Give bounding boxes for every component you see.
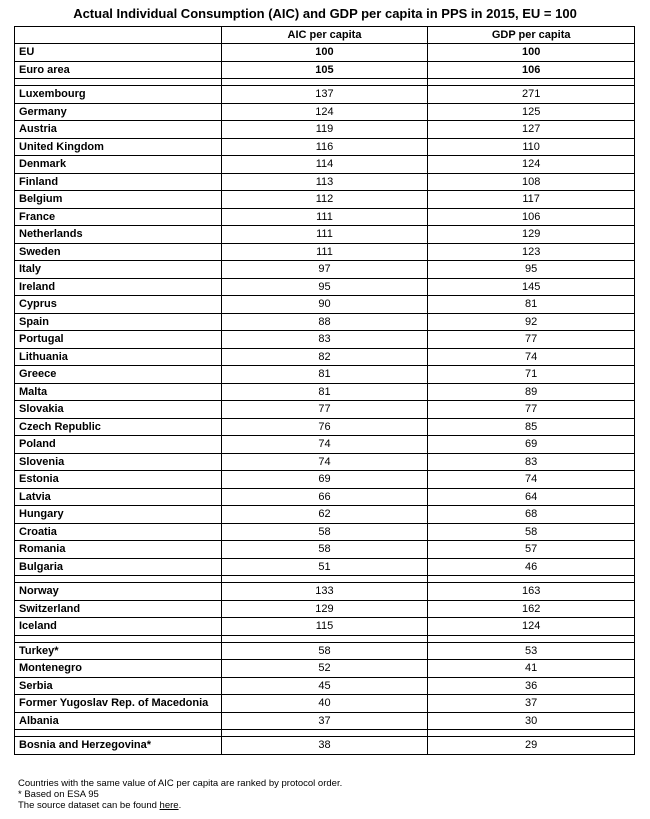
gdp-cell: 69 xyxy=(428,436,635,454)
aic-cell: 74 xyxy=(221,436,428,454)
aic-cell: 116 xyxy=(221,138,428,156)
gdp-cell: 57 xyxy=(428,541,635,559)
table-row xyxy=(15,121,635,139)
aic-cell: 115 xyxy=(221,618,428,636)
aic-cell: 133 xyxy=(221,583,428,601)
country-cell: France xyxy=(15,208,222,226)
gdp-cell: 68 xyxy=(428,506,635,524)
country-cell: Turkey* xyxy=(15,642,222,660)
table-row xyxy=(15,712,635,730)
gdp-cell: 117 xyxy=(428,191,635,209)
group-separator xyxy=(15,79,635,86)
aic-cell: 111 xyxy=(221,243,428,261)
country-cell: Malta xyxy=(15,383,222,401)
gdp-cell: 123 xyxy=(428,243,635,261)
aic-cell: 105 xyxy=(221,61,428,79)
separator-cell xyxy=(221,730,428,737)
aic-cell: 66 xyxy=(221,488,428,506)
aic-cell: 113 xyxy=(221,173,428,191)
table-row xyxy=(15,583,635,601)
table-row xyxy=(15,243,635,261)
gdp-cell: 127 xyxy=(428,121,635,139)
table-row xyxy=(15,600,635,618)
country-cell: Finland xyxy=(15,173,222,191)
country-cell: Switzerland xyxy=(15,600,222,618)
gdp-cell: 37 xyxy=(428,695,635,713)
country-cell: Latvia xyxy=(15,488,222,506)
country-cell: Bulgaria xyxy=(15,558,222,576)
table-row xyxy=(15,44,635,62)
table-row xyxy=(15,383,635,401)
separator-cell xyxy=(15,730,222,737)
note-ranking: Countries with the same value of AIC per capita are ranked by protocol order. xyxy=(18,778,343,789)
data-table xyxy=(14,26,635,755)
country-cell: United Kingdom xyxy=(15,138,222,156)
country-cell: Germany xyxy=(15,103,222,121)
gdp-cell: 125 xyxy=(428,103,635,121)
country-cell: Poland xyxy=(15,436,222,454)
country-cell: Montenegro xyxy=(15,660,222,678)
aic-cell: 100 xyxy=(221,44,428,62)
aic-cell: 112 xyxy=(221,191,428,209)
aic-cell: 37 xyxy=(221,712,428,730)
aic-cell: 74 xyxy=(221,453,428,471)
aic-cell: 40 xyxy=(221,695,428,713)
gdp-cell: 106 xyxy=(428,61,635,79)
group-separator xyxy=(15,635,635,642)
note-source-end: . xyxy=(178,800,182,811)
country-cell: Hungary xyxy=(15,506,222,524)
country-cell: Serbia xyxy=(15,677,222,695)
gdp-cell: 271 xyxy=(428,86,635,104)
gdp-cell: 89 xyxy=(428,383,635,401)
aic-cell: 81 xyxy=(221,366,428,384)
separator-cell xyxy=(15,635,222,642)
table-row xyxy=(15,348,635,366)
table-row xyxy=(15,61,635,79)
table-row xyxy=(15,278,635,296)
group-separator xyxy=(15,730,635,737)
country-cell: Slovenia xyxy=(15,453,222,471)
table-row xyxy=(15,226,635,244)
table-row xyxy=(15,523,635,541)
gdp-cell: 53 xyxy=(428,642,635,660)
table-row xyxy=(15,677,635,695)
table-row xyxy=(15,453,635,471)
gdp-cell: 74 xyxy=(428,471,635,489)
gdp-cell: 92 xyxy=(428,313,635,331)
country-cell: Croatia xyxy=(15,523,222,541)
gdp-cell: 163 xyxy=(428,583,635,601)
aic-cell: 97 xyxy=(221,261,428,279)
table-row xyxy=(15,138,635,156)
table-row xyxy=(15,313,635,331)
source-link[interactable]: here xyxy=(159,800,179,811)
gdp-cell: 108 xyxy=(428,173,635,191)
country-cell: Cyprus xyxy=(15,296,222,314)
aic-cell: 52 xyxy=(221,660,428,678)
header-aic: AIC per capita xyxy=(221,27,428,44)
aic-cell: 58 xyxy=(221,523,428,541)
note-source xyxy=(18,800,342,811)
separator-cell xyxy=(15,576,222,583)
table-row xyxy=(15,173,635,191)
table-row xyxy=(15,737,635,755)
gdp-cell: 162 xyxy=(428,600,635,618)
gdp-cell: 129 xyxy=(428,226,635,244)
table-header-row xyxy=(15,27,635,44)
separator-cell xyxy=(428,635,635,642)
aic-cell: 81 xyxy=(221,383,428,401)
table-body xyxy=(15,44,635,755)
aic-cell: 83 xyxy=(221,331,428,349)
country-cell: Lithuania xyxy=(15,348,222,366)
separator-cell xyxy=(221,576,428,583)
country-cell: Sweden xyxy=(15,243,222,261)
gdp-cell: 71 xyxy=(428,366,635,384)
aic-cell: 111 xyxy=(221,208,428,226)
separator-cell xyxy=(221,79,428,86)
page-title: Actual Individual Consumption (AIC) and GDP per capita in PPS in 2015, EU = 100 xyxy=(73,6,577,21)
aic-cell: 82 xyxy=(221,348,428,366)
gdp-cell: 58 xyxy=(428,523,635,541)
gdp-cell: 100 xyxy=(428,44,635,62)
table-row xyxy=(15,331,635,349)
aic-cell: 129 xyxy=(221,600,428,618)
gdp-cell: 74 xyxy=(428,348,635,366)
separator-cell xyxy=(428,730,635,737)
table-row xyxy=(15,401,635,419)
country-cell: Iceland xyxy=(15,618,222,636)
gdp-cell: 85 xyxy=(428,418,635,436)
separator-cell xyxy=(15,79,222,86)
aic-cell: 95 xyxy=(221,278,428,296)
aic-cell: 45 xyxy=(221,677,428,695)
gdp-cell: 83 xyxy=(428,453,635,471)
table-row xyxy=(15,488,635,506)
separator-cell xyxy=(428,79,635,86)
aic-cell: 38 xyxy=(221,737,428,755)
country-cell: Italy xyxy=(15,261,222,279)
gdp-cell: 124 xyxy=(428,156,635,174)
header-gdp: GDP per capita xyxy=(428,27,635,44)
country-cell: Spain xyxy=(15,313,222,331)
note-source-text: The source dataset can be found xyxy=(18,800,160,811)
aic-cell: 124 xyxy=(221,103,428,121)
aic-cell: 58 xyxy=(221,541,428,559)
gdp-cell: 145 xyxy=(428,278,635,296)
country-cell: Luxembourg xyxy=(15,86,222,104)
country-cell: Slovakia xyxy=(15,401,222,419)
table-row xyxy=(15,366,635,384)
gdp-cell: 110 xyxy=(428,138,635,156)
gdp-cell: 36 xyxy=(428,677,635,695)
note-esa: * Based on ESA 95 xyxy=(18,789,99,800)
aic-cell: 76 xyxy=(221,418,428,436)
country-cell: Ireland xyxy=(15,278,222,296)
country-cell: Belgium xyxy=(15,191,222,209)
group-separator xyxy=(15,576,635,583)
separator-cell xyxy=(221,635,428,642)
country-cell: Austria xyxy=(15,121,222,139)
table-row xyxy=(15,660,635,678)
country-cell: Estonia xyxy=(15,471,222,489)
table-row xyxy=(15,436,635,454)
table-row xyxy=(15,86,635,104)
aic-cell: 90 xyxy=(221,296,428,314)
table-row xyxy=(15,558,635,576)
country-cell: Euro area xyxy=(15,61,222,79)
table-row xyxy=(15,191,635,209)
aic-cell: 88 xyxy=(221,313,428,331)
table-row xyxy=(15,156,635,174)
gdp-cell: 81 xyxy=(428,296,635,314)
aic-cell: 77 xyxy=(221,401,428,419)
aic-cell: 69 xyxy=(221,471,428,489)
gdp-cell: 46 xyxy=(428,558,635,576)
country-cell: EU xyxy=(15,44,222,62)
country-cell: Greece xyxy=(15,366,222,384)
table-row xyxy=(15,618,635,636)
table-row xyxy=(15,506,635,524)
country-cell: Netherlands xyxy=(15,226,222,244)
gdp-cell: 106 xyxy=(428,208,635,226)
gdp-cell: 29 xyxy=(428,737,635,755)
aic-cell: 62 xyxy=(221,506,428,524)
table-row xyxy=(15,642,635,660)
gdp-cell: 77 xyxy=(428,401,635,419)
country-cell: Denmark xyxy=(15,156,222,174)
table-row xyxy=(15,695,635,713)
country-cell: Norway xyxy=(15,583,222,601)
aic-cell: 58 xyxy=(221,642,428,660)
country-cell: Romania xyxy=(15,541,222,559)
country-cell: Czech Republic xyxy=(15,418,222,436)
table-row xyxy=(15,541,635,559)
table-row xyxy=(15,261,635,279)
separator-cell xyxy=(428,576,635,583)
gdp-cell: 64 xyxy=(428,488,635,506)
table-row xyxy=(15,418,635,436)
header-country xyxy=(15,27,222,44)
country-cell: Albania xyxy=(15,712,222,730)
aic-cell: 137 xyxy=(221,86,428,104)
aic-cell: 51 xyxy=(221,558,428,576)
country-cell: Bosnia and Herzegovina* xyxy=(15,737,222,755)
footnotes xyxy=(18,778,342,811)
table-row xyxy=(15,296,635,314)
gdp-cell: 77 xyxy=(428,331,635,349)
table-row xyxy=(15,103,635,121)
aic-cell: 114 xyxy=(221,156,428,174)
gdp-cell: 41 xyxy=(428,660,635,678)
country-cell: Portugal xyxy=(15,331,222,349)
gdp-cell: 95 xyxy=(428,261,635,279)
gdp-cell: 124 xyxy=(428,618,635,636)
country-cell: Former Yugoslav Rep. of Macedonia xyxy=(15,695,222,713)
gdp-cell: 30 xyxy=(428,712,635,730)
table-row xyxy=(15,208,635,226)
table-row xyxy=(15,471,635,489)
aic-cell: 119 xyxy=(221,121,428,139)
aic-cell: 111 xyxy=(221,226,428,244)
